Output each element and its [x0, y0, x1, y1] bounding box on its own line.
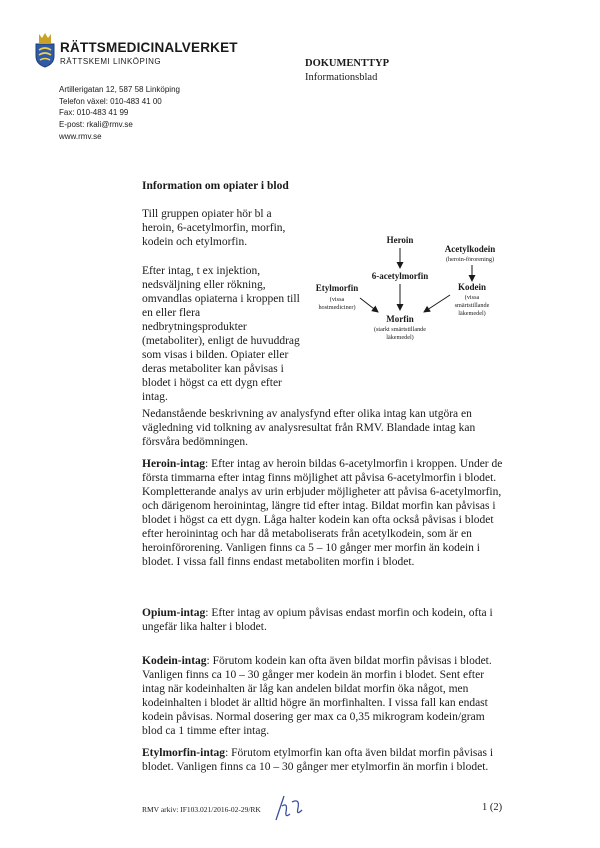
crest-icon [34, 30, 56, 68]
diagram-6-acetylmorfin: 6-acetylmorfin [371, 271, 429, 281]
arrow-kodein-to-morfin [424, 295, 450, 312]
organization-logo [34, 30, 238, 70]
diagram-heroin: Heroin [386, 235, 414, 245]
section-heroin [142, 457, 507, 569]
section-opium-text: : Efter intag av opium påvisas endast morfin och kodein, ofta i ungefär lika halter i blodet. [142, 607, 493, 633]
diagram-morfin: Morfin [386, 314, 414, 324]
section-kodein-lead: Kodein-intag [142, 655, 207, 667]
handwritten-signature [272, 794, 306, 822]
diagram-kodein: Kodein [457, 282, 487, 292]
diagram-acetylkodein: Acetylkodein [444, 244, 496, 254]
archive-reference: RMV arkiv: IF103.021/2016-02-29/RK [142, 805, 261, 814]
section-heroin-lead: Heroin-intag [142, 458, 206, 470]
diagram-etylmorfin: Etylmorfin [315, 283, 359, 293]
address-web[interactable]: www.rmv.se [59, 131, 102, 141]
page-title: Information om opiater i blod [142, 180, 289, 192]
section-heroin-text: : Efter intag av heroin bildas 6-acetylmorfin i kroppen. Under de första timmarna efter intag finns möjlighet att påvisa 6-acetylmorfin i blodet. Kompletterande analys av urin erbjuder möjligheter att påvisa 6-acetylmorfin, och därigenom heroinintag, längre tid efter intag. Bildat morfin kan påvisas i blodet i högst ca ett dygn. Låga halter kodein kan ofta också påvisas i blodet efter heroinintag och har då metaboliserats från acetylkodein, som är en heroinförorening. Vanligen finns ca 5 – 10 gånger mer morfin än kodein i blodet. I vissa fall finns endast metaboliten morfin i blodet. [142, 458, 503, 568]
section-kodein-text: : Förutom kodein kan ofta även bildat morfin påvisas i blodet. Vanligen finns ca 10 – 30 gånger mer kodein än morfin i blodet. Sent efter intag när kodeinhalten är låg kan andelen bildat morfin öka något, men kodeinhalten i blodet är alltid högre än morfinhalten. I vissa fall kan endast kodein påvisas. Normal dosering ger max ca 0,35 mikrogram kodein/gram blod ca 1 timme efter intag. [142, 655, 492, 737]
section-opium [142, 606, 507, 634]
diagram-kodein-note-2: smärtstillande [454, 302, 490, 309]
document-type-value: Informationsblad [305, 72, 378, 83]
section-etylmorfin [142, 746, 507, 774]
page-number: 1 (2) [482, 802, 503, 813]
section-etylmorfin-lead: Etylmorfin-intag [142, 747, 226, 759]
metabolism-diagram [300, 228, 515, 378]
diagram-kodein-note-1: (vissa [464, 294, 480, 301]
arrow-etylmorfin-to-morfin [360, 298, 378, 312]
organization-name: RÄTTSMEDICINALVERKET [60, 40, 238, 55]
diagram-etylmorfin-note-1: (vissa [329, 296, 345, 303]
organization-department: RÄTTSKEMI LINKÖPING [60, 57, 162, 66]
address-fax: Fax: 010-483 41 99 [59, 108, 129, 118]
section-etylmorfin-text: : Förutom etylmorfin kan ofta även bildat morfin påvisas i blodet. Vanligen finns ca 10 – 30 gånger mer etylmorfin än morfin i blodet. [142, 747, 494, 773]
diagram-kodein-note-3: läkemedel) [458, 310, 486, 317]
document-type-label: DOKUMENTTYP [305, 58, 389, 69]
section-opium-lead: Opium-intag [142, 607, 206, 619]
address-phone: Telefon växel: 010-483 41 00 [59, 96, 162, 106]
address-email[interactable]: E-post: rkali@rmv.se [59, 120, 133, 130]
diagram-morfin-note-2: läkemedel) [386, 334, 414, 341]
section-kodein [142, 654, 507, 738]
contact-address [59, 84, 180, 143]
address-street: Artillerigatan 12, 587 58 Linköping [59, 85, 180, 94]
guidance-paragraph: Nedanstående beskrivning av analysfynd efter olika intag kan utgöra en vägledning vid tolkning av analysresultat från RMV. Blandade intag kan försvåra bedömningen. [142, 408, 476, 448]
process-paragraph: Efter intag, t ex injektion, nedsväljning eller rökning, omvandlas opiaterna i kroppen till en eller flera nedbrytningsprodukter (metaboliter), enligt de huvuddrag som visas i bilden. Opiater eller deras metaboliter kan påvisas i blodet i högst ca ett dygn efter intag. [142, 265, 300, 403]
diagram-acetylkodein-note: (heroin-förorening) [445, 256, 495, 263]
diagram-morfin-note-1: (starkt smärtstillande [373, 326, 427, 333]
diagram-etylmorfin-note-2: hostmediciner) [318, 304, 356, 311]
intro-paragraph: Till gruppen opiater hör bl a heroin, 6-acetylmorfin, morfin, kodein och etylmorfin. [142, 208, 286, 248]
